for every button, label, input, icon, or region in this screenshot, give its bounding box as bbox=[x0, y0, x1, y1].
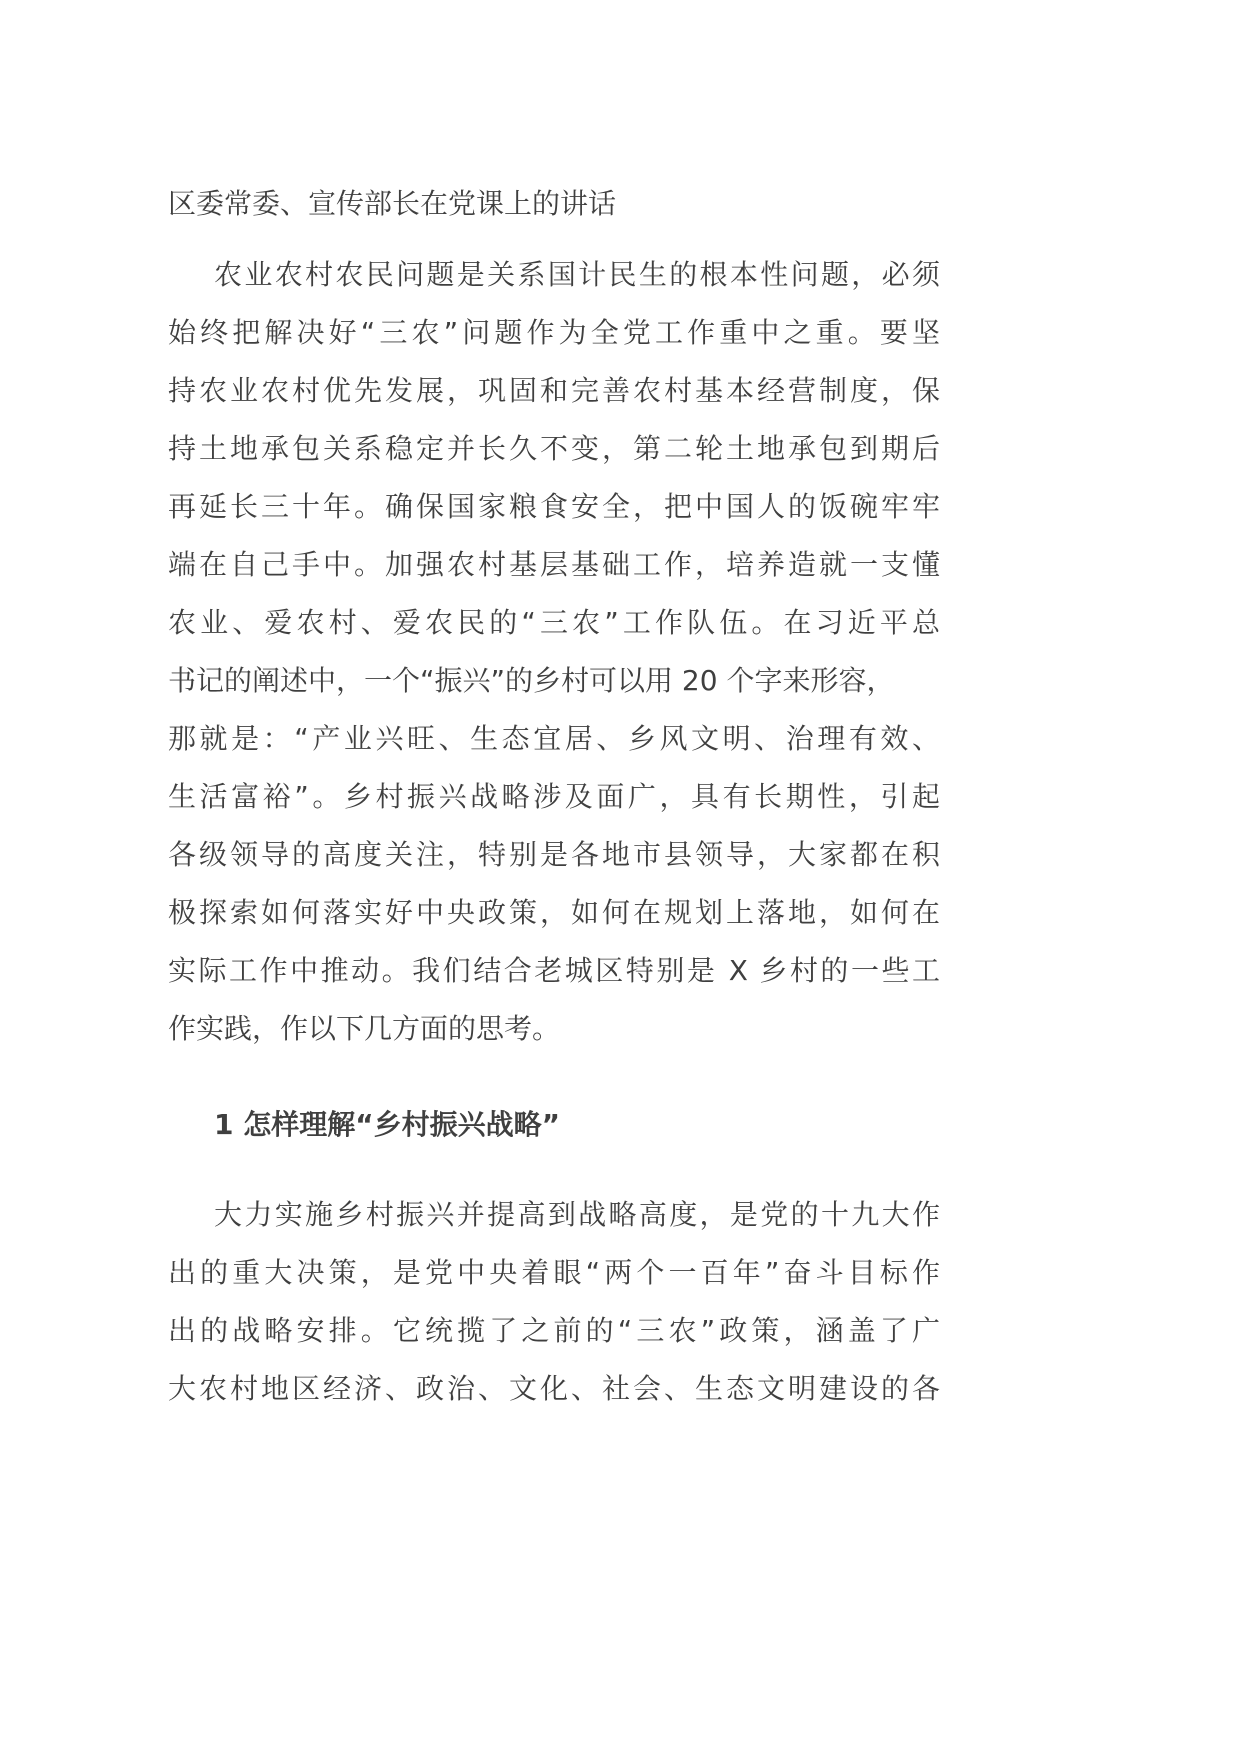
paragraph-line: 书记的阐述中，一个“振兴”的乡村可以用 20 个字来形容， bbox=[168, 664, 895, 697]
paragraph-line: 生活富裕”。乡村振兴战略涉及面广，具有长期性，引起 bbox=[168, 780, 940, 813]
paragraph-line: 持农业农村优先发展，巩固和完善农村基本经营制度，保 bbox=[168, 374, 940, 407]
section-heading: 1 怎样理解“乡村振兴战略” bbox=[214, 1108, 561, 1141]
paragraph-line: 端在自己手中。加强农村基层基础工作，培养造就一支懂 bbox=[168, 548, 940, 581]
paragraph-line: 极探索如何落实好中央政策，如何在规划上落地，如何在 bbox=[168, 896, 940, 929]
paragraph-line: 大力实施乡村振兴并提高到战略高度，是党的十九大作 bbox=[214, 1198, 940, 1231]
paragraph-line: 再延长三十年。确保国家粮食安全，把中国人的饭碗牢牢 bbox=[168, 490, 940, 523]
paragraph-line: 大农村地区经济、政治、文化、社会、生态文明建设的各 bbox=[168, 1372, 940, 1405]
paragraph-line: 农业、爱农村、爱农民的“三农”工作队伍。在习近平总 bbox=[168, 606, 940, 639]
paragraph-line: 出的重大决策，是党中央着眼“两个一百年”奋斗目标作 bbox=[168, 1256, 940, 1289]
paragraph-line: 持土地承包关系稳定并长久不变，第二轮土地承包到期后 bbox=[168, 432, 940, 465]
document-title: 区委常委、宣传部长在党课上的讲话 bbox=[168, 187, 617, 220]
paragraph-line: 作实践，作以下几方面的思考。 bbox=[168, 1012, 561, 1045]
paragraph-line: 出的战略安排。它统揽了之前的“三农”政策，涵盖了广 bbox=[168, 1314, 940, 1347]
paragraph-line: 实际工作中推动。我们结合老城区特别是 X 乡村的一些工 bbox=[168, 954, 940, 987]
paragraph-line: 始终把解决好“三农”问题作为全党工作重中之重。要坚 bbox=[168, 316, 940, 349]
paragraph-line: 农业农村农民问题是关系国计民生的根本性问题，必须 bbox=[214, 258, 940, 291]
paragraph-line: 那就是：“产业兴旺、生态宜居、乡风文明、治理有效、 bbox=[168, 722, 940, 755]
paragraph-line: 各级领导的高度关注，特别是各地市县领导，大家都在积 bbox=[168, 838, 940, 871]
